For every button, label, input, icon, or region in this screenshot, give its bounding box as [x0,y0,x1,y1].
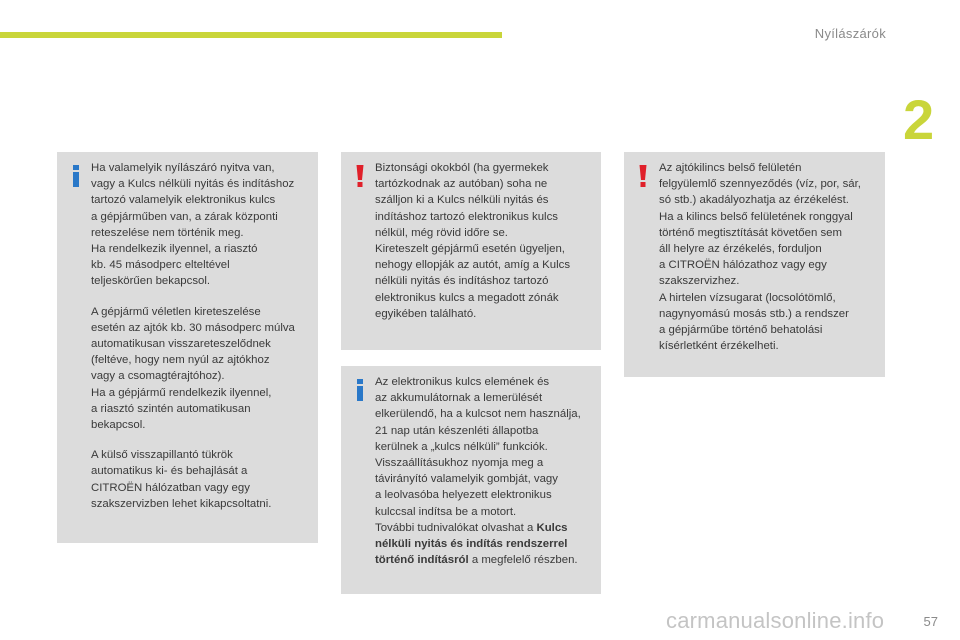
warning-icon [353,164,367,188]
page-number: 57 [923,614,938,629]
paragraph: Biztonsági okokból (ha gyermekek tartózkodnak az autóban) soha ne szálljon ki a Kulcs nélküli nyitás és indításhoz tartozó elektronikus kulcs nélkül, még rövid időre se. Kireteszelt gépjármű esetén ügyeljen, nehogy ellopják az autót, amíg a Kulcs nélküli nyitás és indításhoz tartozó elektronikus kulcs a megadott zónák egyikében található. [375,162,571,320]
paragraph: A gépjármű véletlen kireteszelése esetén az ajtók kb. 30 másodperc múlva automatikusan visszareteszelődnek (feltéve, hogy nem nyúl az ajtókhoz vagy a csomagtérajtóhoz). Ha a gépjármű rendelkezik ilyennel, a riasztó szintén automatikusan bekapcsol. [91,305,295,432]
reference-link-text: Kulcs [536,521,568,534]
section-title: Nyílászárók [814,26,886,41]
paragraph: Ha valamelyik nyílászáró nyitva van, vagy a Kulcs nélküli nyitás és indításhoz tartozó valamelyik elektronikus kulcs a gépjárműben van, a zárak központi reteszelése nem történik meg. Ha rendelkezik ilyennel, a riasztó kb. 45 másodperc elteltével teljeskörűen bekapcsol. [91,162,295,288]
warning-box-security [341,152,601,350]
chapter-number: 2 [903,88,935,151]
watermark: carmanualsonline.info [666,608,885,633]
paragraph: Az ajtókilincs belső felületén felgyülemlő szennyeződés (víz, por, sár, só stb.) akadályozhatja az érzékelést. Ha a kilincs belső felületének ronggyal történő megtisztítását követően sem áll helyre az érzékelés, forduljon a CITROËN hálózathoz vagy egy szakszervizhez. A hirtelen vízsugarat (locsolótömlő, nagynyomású mosás stb.) a rendszer a gépjárműbe történő behatolási kísérletként érzékelheti. [659,162,861,353]
info-icon [69,164,83,188]
info-box-locking [57,152,318,543]
info-icon [353,378,367,402]
info-box-battery [341,366,601,594]
paragraph: A külső visszapillantó tükrök automatikus ki- és behajlását a CITROËN hálózatban vagy egy szakszervizben lehet kikapcsoltatni. [91,449,272,510]
paragraph: Az elektronikus kulcs elemének és az akkumulátornak a lemerülését elkerülendő, ha a kulcsot nem használja, 21 nap után készenléti állapotba kerülnek a „kulcs nélküli” funkciók. Visszaállításukhoz nyomja meg a távirányító valamelyik gombját, vagy a leolvasóba helyezett elektronikus kulccsal indítsa be a motort. További tudnivalókat olvashat a Kulcs nélküli nyitás és indítás rendszerrel történő indításról a megfelelő részben. [375,376,581,567]
header-accent-bar [0,32,502,38]
warning-icon [636,164,650,188]
warning-box-handle [624,152,885,377]
